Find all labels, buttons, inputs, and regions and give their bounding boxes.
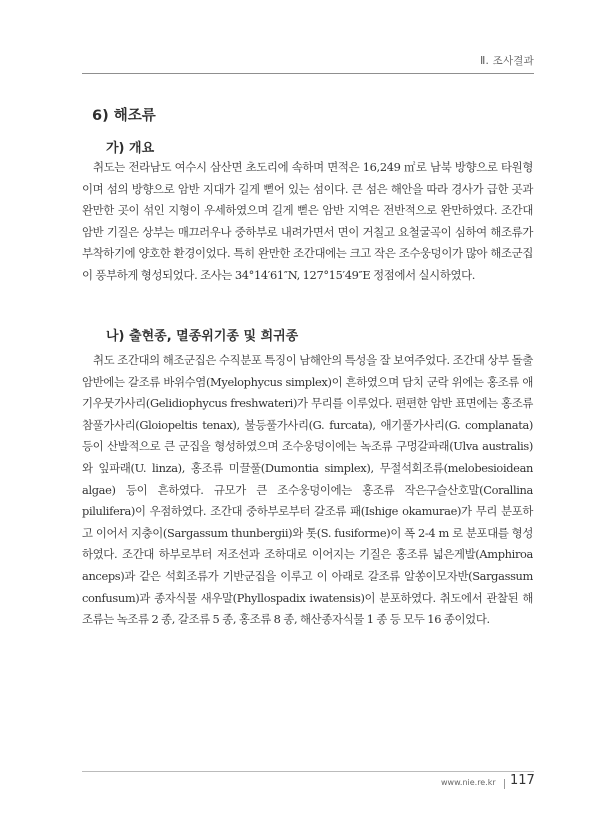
section-heading: 6) 해조류: [92, 108, 156, 124]
overview-heading: 가) 개요: [106, 141, 155, 156]
header-rule: [82, 73, 534, 74]
footer-separator: [504, 779, 505, 789]
footer-url[interactable]: www.nie.re.kr: [441, 778, 496, 787]
page-number: 117: [510, 773, 535, 788]
overview-paragraph: 취도는 전라남도 여수시 삼산면 초도리에 속하며 면적은 16,249 ㎡로 남북 방향으로 타원형이며 섬의 방향으로 암반 지대가 길게 뻗어 있는 섬이다. 큰 섬은 해안을 따라 경사가 급한 곳과 완만한 곳이 섞인 지형이 우세하였으며 길게 뻗은 암반 지역은 전반적으로 완만하였다. 조간대 암반 기질은 상부는 매끄러우나 중하부로 내려가면서 면이 거칠고 요철굴곡이 심하여 해조류가 부착하기에 양호한 환경이었다. 특히 완만한 조간대에는 크고 작은 조수웅덩이가 많아 해조군집이 풍부하게 형성되었다. 조사는 34°14′61″N, 127°15′49″E 정점에서 실시하였다.: [82, 160, 533, 282]
species-heading: 나) 출현종, 멸종위기종 및 희귀종: [106, 329, 299, 344]
species-paragraph: 취도 조간대의 해조군집은 수직분포 특징이 남해안의 특성을 잘 보여주었다. 조간대 상부 돌출 암반에는 갈조류 바위수염(Myelophycus simplex)이 흔하였으며 담치 군락 위에는 홍조류 애기우뭇가사리(Gelidiophycus freshwateri)가 무리를 이루었다. 편편한 암반 표면에는 홍조류 참풀가사리(Gloiopeltis tenax), 불등풀가사리(G. furcata), 애기풀가사리(G. complanata) 등이 산발적으로 큰 군집을 형성하였으며 조수웅덩이에는 녹조류 구멍갈파래(Ulva australis)와 잎파래(U. linza), 홍조류 미끌풀(Dumontia simplex), 무절석회조류(melobesioidean algae) 등이 흔하였다. 규모가 큰 조수웅덩이에는 홍조류 작은구슬산호말(Corallina pilulifera)이 우점하였다. 조간대 중하부로부터 갈조류 패(Ishige okamurae)가 무리 분포하고 이어서 지충이(Sargassum thunbergii)와 톳(S. fusiforme)이 폭 2-4 m 로 분포대를 형성하였다. 조간대 하부로부터 저조선과 조하대로 이어지는 기질은 홍조류 넓은게발(Amphiroa anceps)과 같은 석회조류가 기반군집을 이루고 이 아래로 갈조류 알쏭이모자반(Sargassum confusum)과 종자식물 새우말(Phyllospadix iwatensis)이 분포하였다. 취도에서 관찰된 해조류는 녹조류 2 종, 갈조류 5 종, 홍조류 8 종, 해산종자식물 1 종 등 모두 16 종이었다.: [82, 353, 533, 627]
footer-rule: [82, 771, 534, 772]
running-head: Ⅱ. 조사결과: [480, 55, 534, 67]
